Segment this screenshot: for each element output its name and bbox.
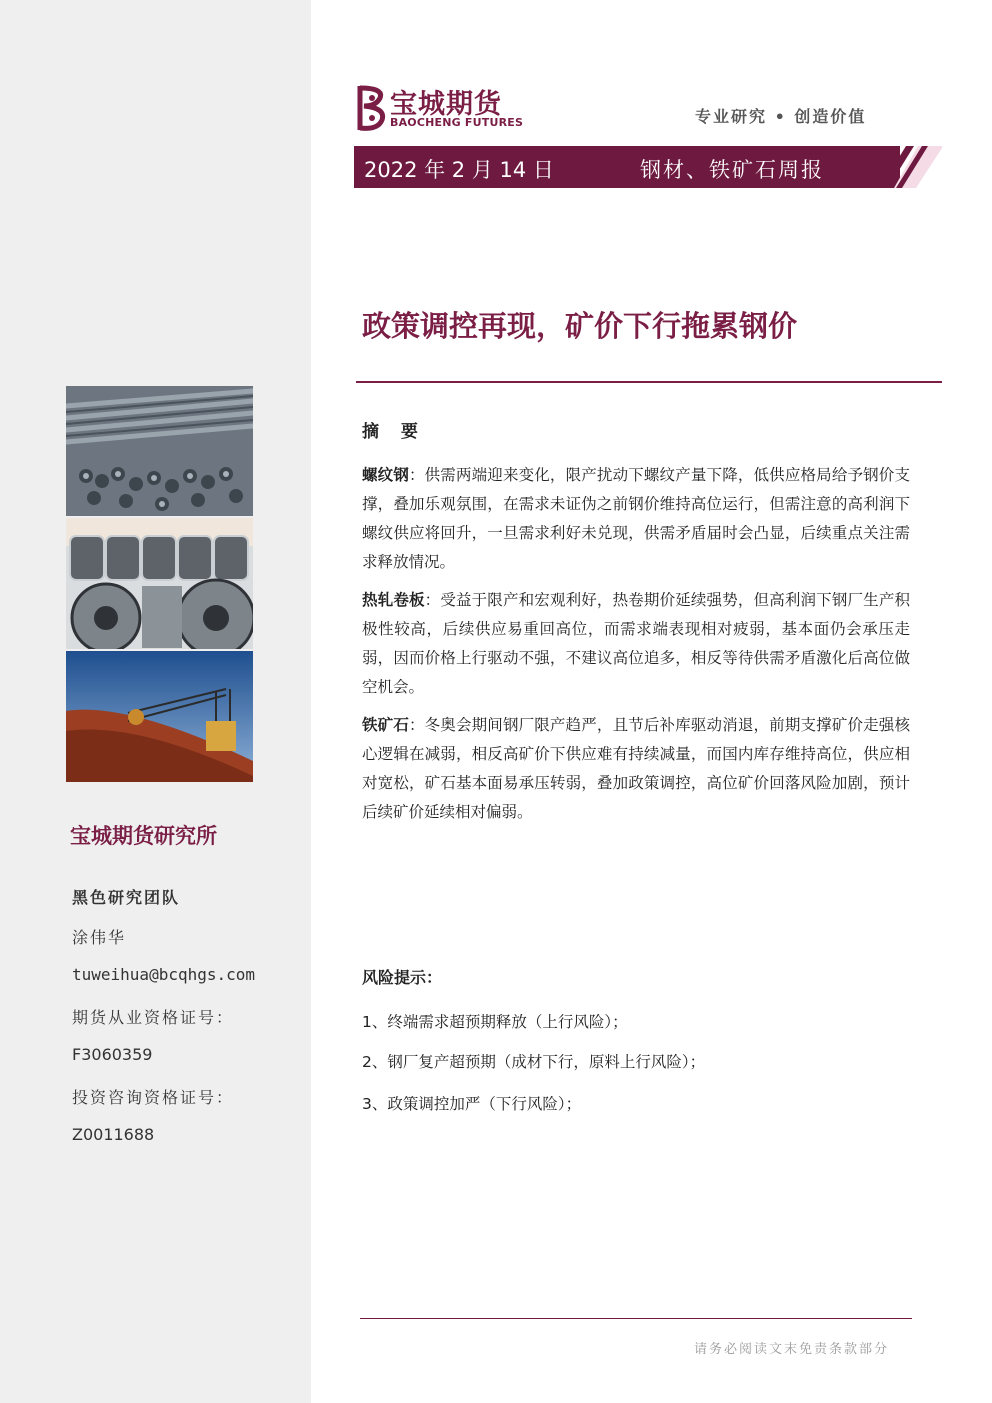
paragraph-lead: 螺纹钢 [362, 466, 409, 484]
invest-cert-number: Z0011688 [72, 1125, 155, 1144]
banner-stripes [860, 146, 942, 188]
summary-paragraph-rebar [362, 461, 910, 577]
summary-heading: 摘 要 [362, 422, 426, 442]
rebar-photo [66, 386, 253, 516]
title-divider [356, 381, 942, 383]
futures-cert-number: F3060359 [72, 1045, 153, 1064]
logo-emblem-icon [356, 84, 388, 132]
iron-ore-photo [66, 651, 253, 782]
paragraph-lead: 铁矿石 [362, 716, 409, 734]
paragraph-text: ：冬奥会期间钢厂限产趋严，且节后补库驱动消退，前期支撑矿价走强核心逻辑在减弱，相反高矿价下供应难有持续减量，而国内库存维持高位，供应相对宽松，矿石基本面易承压转弱，叠加政策调控，高位矿价回落风险加剧，预计后续矿价延续相对偏弱。 [362, 716, 910, 821]
logo-english-name: BAOCHENG FUTURES [390, 116, 524, 129]
risk-item: 3、政策调控加严（下行风险）； [362, 1095, 582, 1113]
institute-name: 宝城期货研究所 [70, 824, 217, 848]
team-name: 黑色研究团队 [72, 888, 181, 907]
risk-item: 1、终端需求超预期释放（上行风险）； [362, 1013, 628, 1031]
slogan: 专业研究 • 创造价值 [695, 107, 867, 126]
risk-heading: 风险提示： [362, 968, 443, 987]
summary-paragraph-iron-ore [362, 711, 910, 827]
invest-cert-label: 投资咨询资格证号： [72, 1088, 235, 1107]
analyst-name: 涂伟华 [72, 928, 127, 947]
paragraph-text: ：供需两端迎来变化，限产扰动下螺纹产量下降，低供应格局给予钢价支撑，叠加乐观氛围，在需求未证伪之前钢价维持高位运行，但需注意的高利润下螺纹供应将回升，一旦需求利好未兑现，供需矛盾届时会凸显，后续重点关注需求释放情况。 [362, 466, 910, 571]
summary-paragraph-hot-rolled [362, 586, 910, 702]
paragraph-lead: 热轧卷板 [362, 591, 425, 609]
disclaimer-note: 请务必阅读文末免责条款部分 [694, 1342, 890, 1357]
risk-item: 2、钢厂复产超预期（成材下行，原料上行风险）； [362, 1053, 706, 1071]
steel-coil-photo [66, 518, 253, 649]
paragraph-text: ：受益于限产和宏观利好，热卷期价延续强势，但高利润下钢厂生产积极性较高，后续供应易重回高位，而需求端表现相对疲弱，基本面仍会承压走弱，因而价格上行驱动不强，不建议高位追多，相反等待供需矛盾激化后高位做空机会。 [362, 591, 910, 696]
report-type: 钢材、铁矿石周报 [640, 158, 824, 182]
company-logo [356, 82, 526, 134]
report-title: 政策调控再现，矿价下行拖累钢价 [362, 309, 798, 343]
report-date: 2022 年 2 月 14 日 [364, 158, 554, 182]
analyst-email[interactable]: tuweihua@bcqhgs.com [72, 965, 256, 984]
footer-divider [360, 1318, 912, 1319]
futures-cert-label: 期货从业资格证号： [72, 1008, 235, 1027]
logo-chinese-name: 宝城期货 [390, 89, 502, 120]
